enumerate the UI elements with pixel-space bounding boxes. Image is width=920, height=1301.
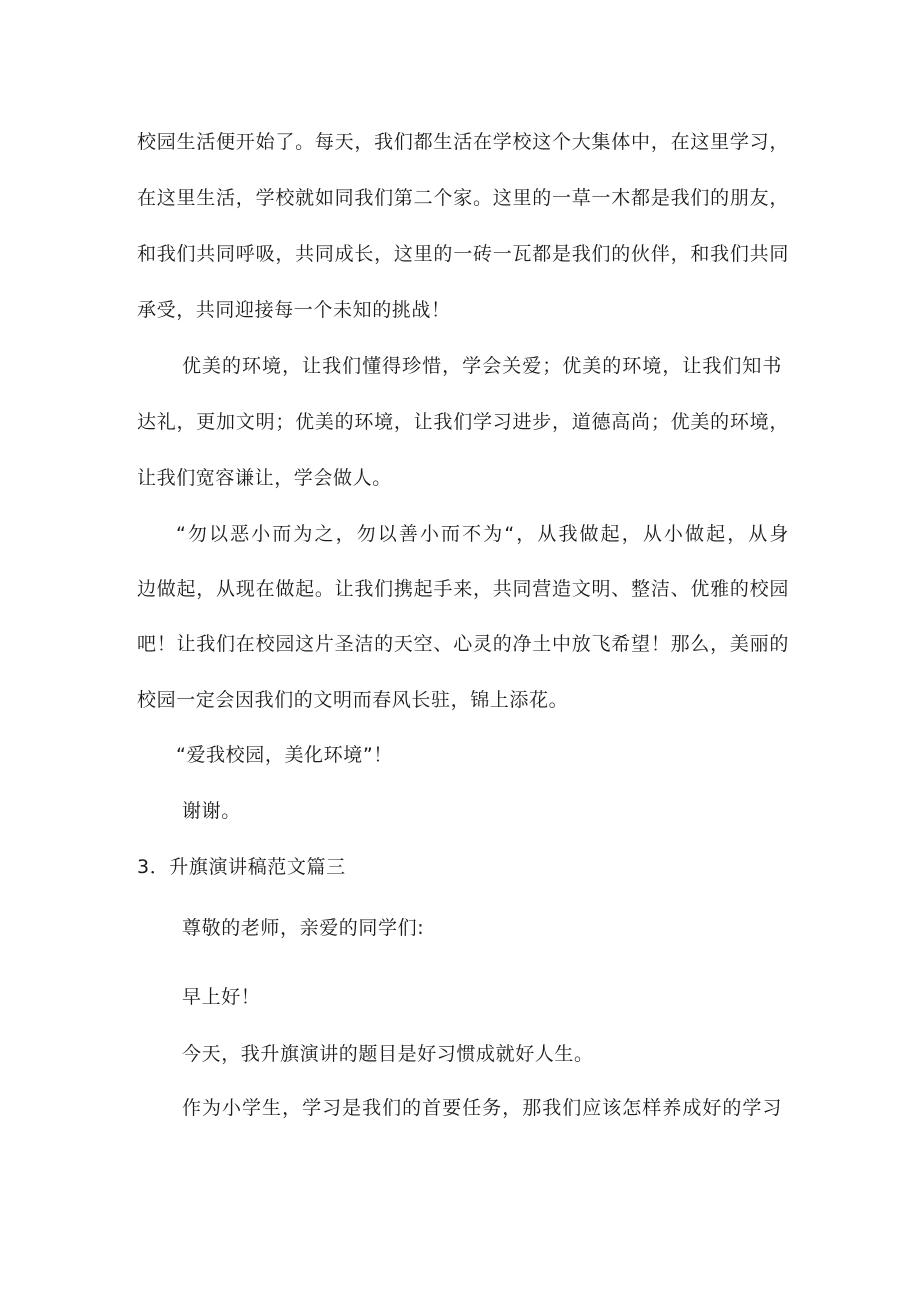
- paragraph-3-line-2: 边做起，从现在做起。让我们携起手来，共同营造文明、整洁、优雅的校园: [137, 578, 789, 600]
- paragraph-1-line-2: 在这里生活，学校就如同我们第二个家。这里的一草一木都是我们的朋友，: [137, 187, 789, 209]
- paragraph-3-line-4: 校园一定会因我们的文明而春风长驻，锦上添花。: [137, 689, 569, 711]
- paragraph-3-line-3: 吧！让我们在校园这片圣洁的天空、心灵的净土中放飞希望！那么，美丽的: [137, 633, 789, 655]
- topic-line: 今天，我升旗演讲的题目是好习惯成就好人生。: [182, 1043, 594, 1065]
- thanks-line: 谢谢。: [182, 800, 241, 822]
- paragraph-1-line-1: 校园生活便开始了。每天，我们都生活在学校这个大集体中，在这里学习，: [137, 131, 789, 153]
- paragraph-2-line-1: 优美的环境，让我们懂得珍惜，学会关爱；优美的环境，让我们知书: [182, 355, 782, 377]
- slogan: “爱我校园，美化环境”！: [176, 744, 393, 766]
- paragraph-1-line-4: 承受，共同迎接每一个未知的挑战！: [137, 299, 451, 321]
- paragraph-2-line-3: 让我们宽容谦让，学会做人。: [137, 467, 392, 489]
- paragraph-1-line-3: 和我们共同呼吸，共同成长，这里的一砖一瓦都是我们的伙伴，和我们共同: [137, 243, 789, 265]
- last-line: 作为小学生，学习是我们的首要任务，那我们应该怎样养成好的学习: [182, 1097, 782, 1119]
- greeting: 尊敬的老师，亲爱的同学们:: [182, 917, 425, 939]
- section-heading: 3．升旗演讲稿范文篇三: [137, 856, 346, 878]
- paragraph-3-line-1: “勿以恶小而为之，勿以善小而不为“，从我做起，从小做起，从身: [176, 523, 789, 545]
- paragraph-2-line-2: 达礼，更加文明；优美的环境，让我们学习进步，道德高尚；优美的环境，: [137, 411, 789, 433]
- good-morning: 早上好！: [182, 986, 261, 1008]
